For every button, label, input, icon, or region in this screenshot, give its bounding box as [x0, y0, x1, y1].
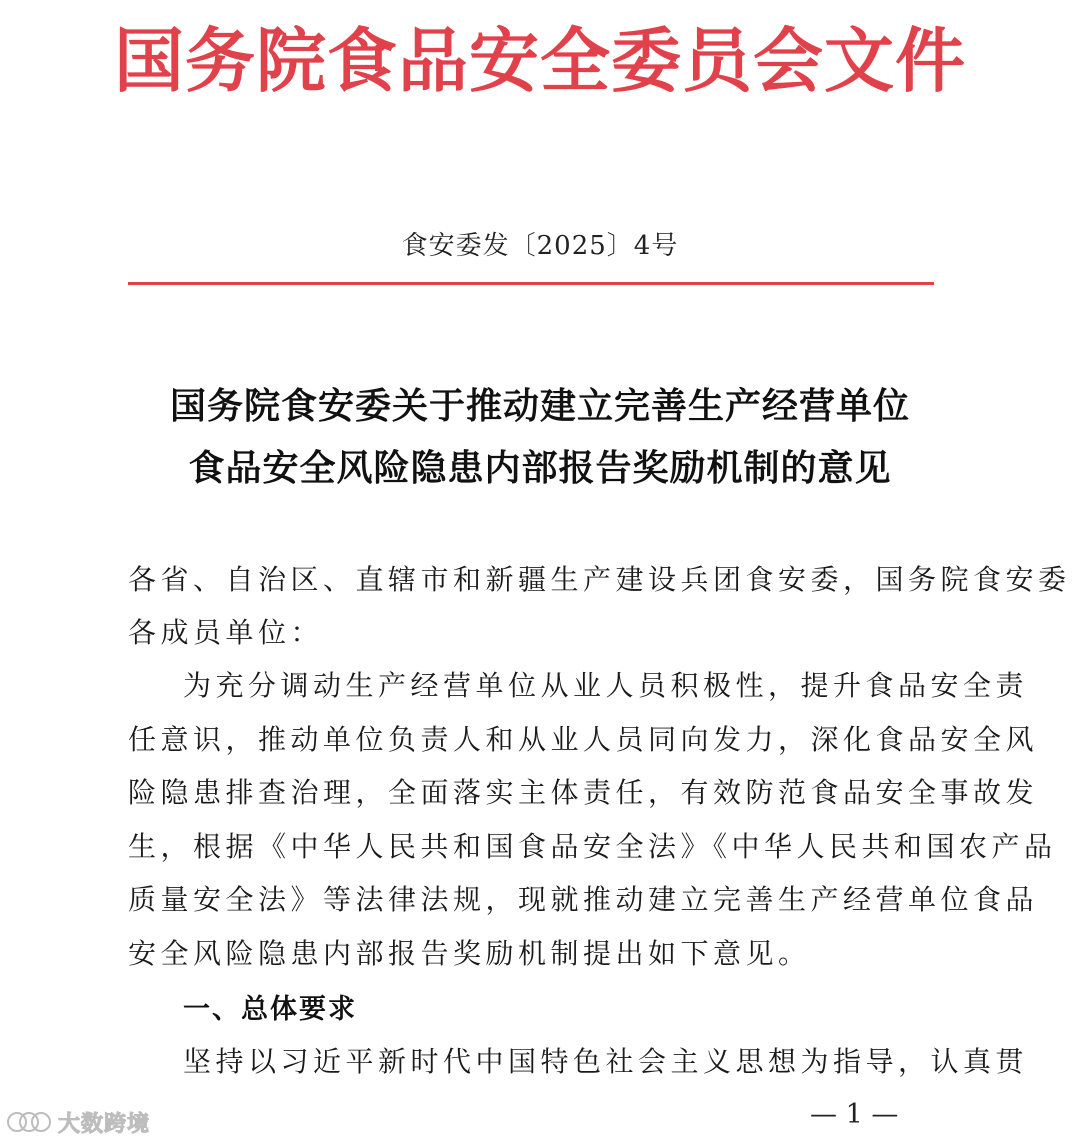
watermark-text: 大数跨境	[58, 1111, 151, 1137]
paragraph-line: 安全风险隐患内部报告奖励机制提出如下意见。	[128, 937, 811, 970]
red-separator-line	[128, 282, 934, 285]
watermark	[6, 1104, 150, 1140]
document-number: 食安委发〔2025〕4号	[401, 231, 679, 261]
section-heading: 一、总体要求	[183, 994, 357, 1025]
paragraph-line: 生，根据《中华人民共和国食品安全法》《中华人民共和国农产品	[128, 830, 1057, 863]
masthead-title: 国务院食品安全委员会文件	[114, 19, 966, 102]
section-first-line: 坚持以习近平新时代中国特色社会主义思想为指导，认真贯	[183, 1045, 1029, 1078]
watermark-logo-icon	[6, 1107, 52, 1137]
paragraph-line: 险隐患排查治理，全面落实主体责任，有效防范食品安全事故发	[128, 776, 1039, 809]
addressee-line-1: 各省、自治区、直辖市和新疆生产建设兵团食安委，国务院食安委	[128, 563, 1071, 596]
paragraph-line: 为充分调动生产经营单位从业人员积极性，提升食品安全责	[183, 669, 1029, 702]
paragraph-line: 质量安全法》等法律法规，现就推动建立完善生产经营单位食品	[128, 883, 1039, 916]
addressee-line-2: 各成员单位：	[128, 616, 324, 649]
document-title-line-1: 国务院食安委关于推动建立完善生产经营单位	[169, 385, 910, 427]
document-title-line-2: 食品安全风险隐患内部报告奖励机制的意见	[188, 447, 892, 489]
page-number: — 1 —	[810, 1099, 899, 1130]
paragraph-line: 任意识，推动单位负责人和从业人员同向发力，深化食品安全风	[128, 723, 1039, 756]
